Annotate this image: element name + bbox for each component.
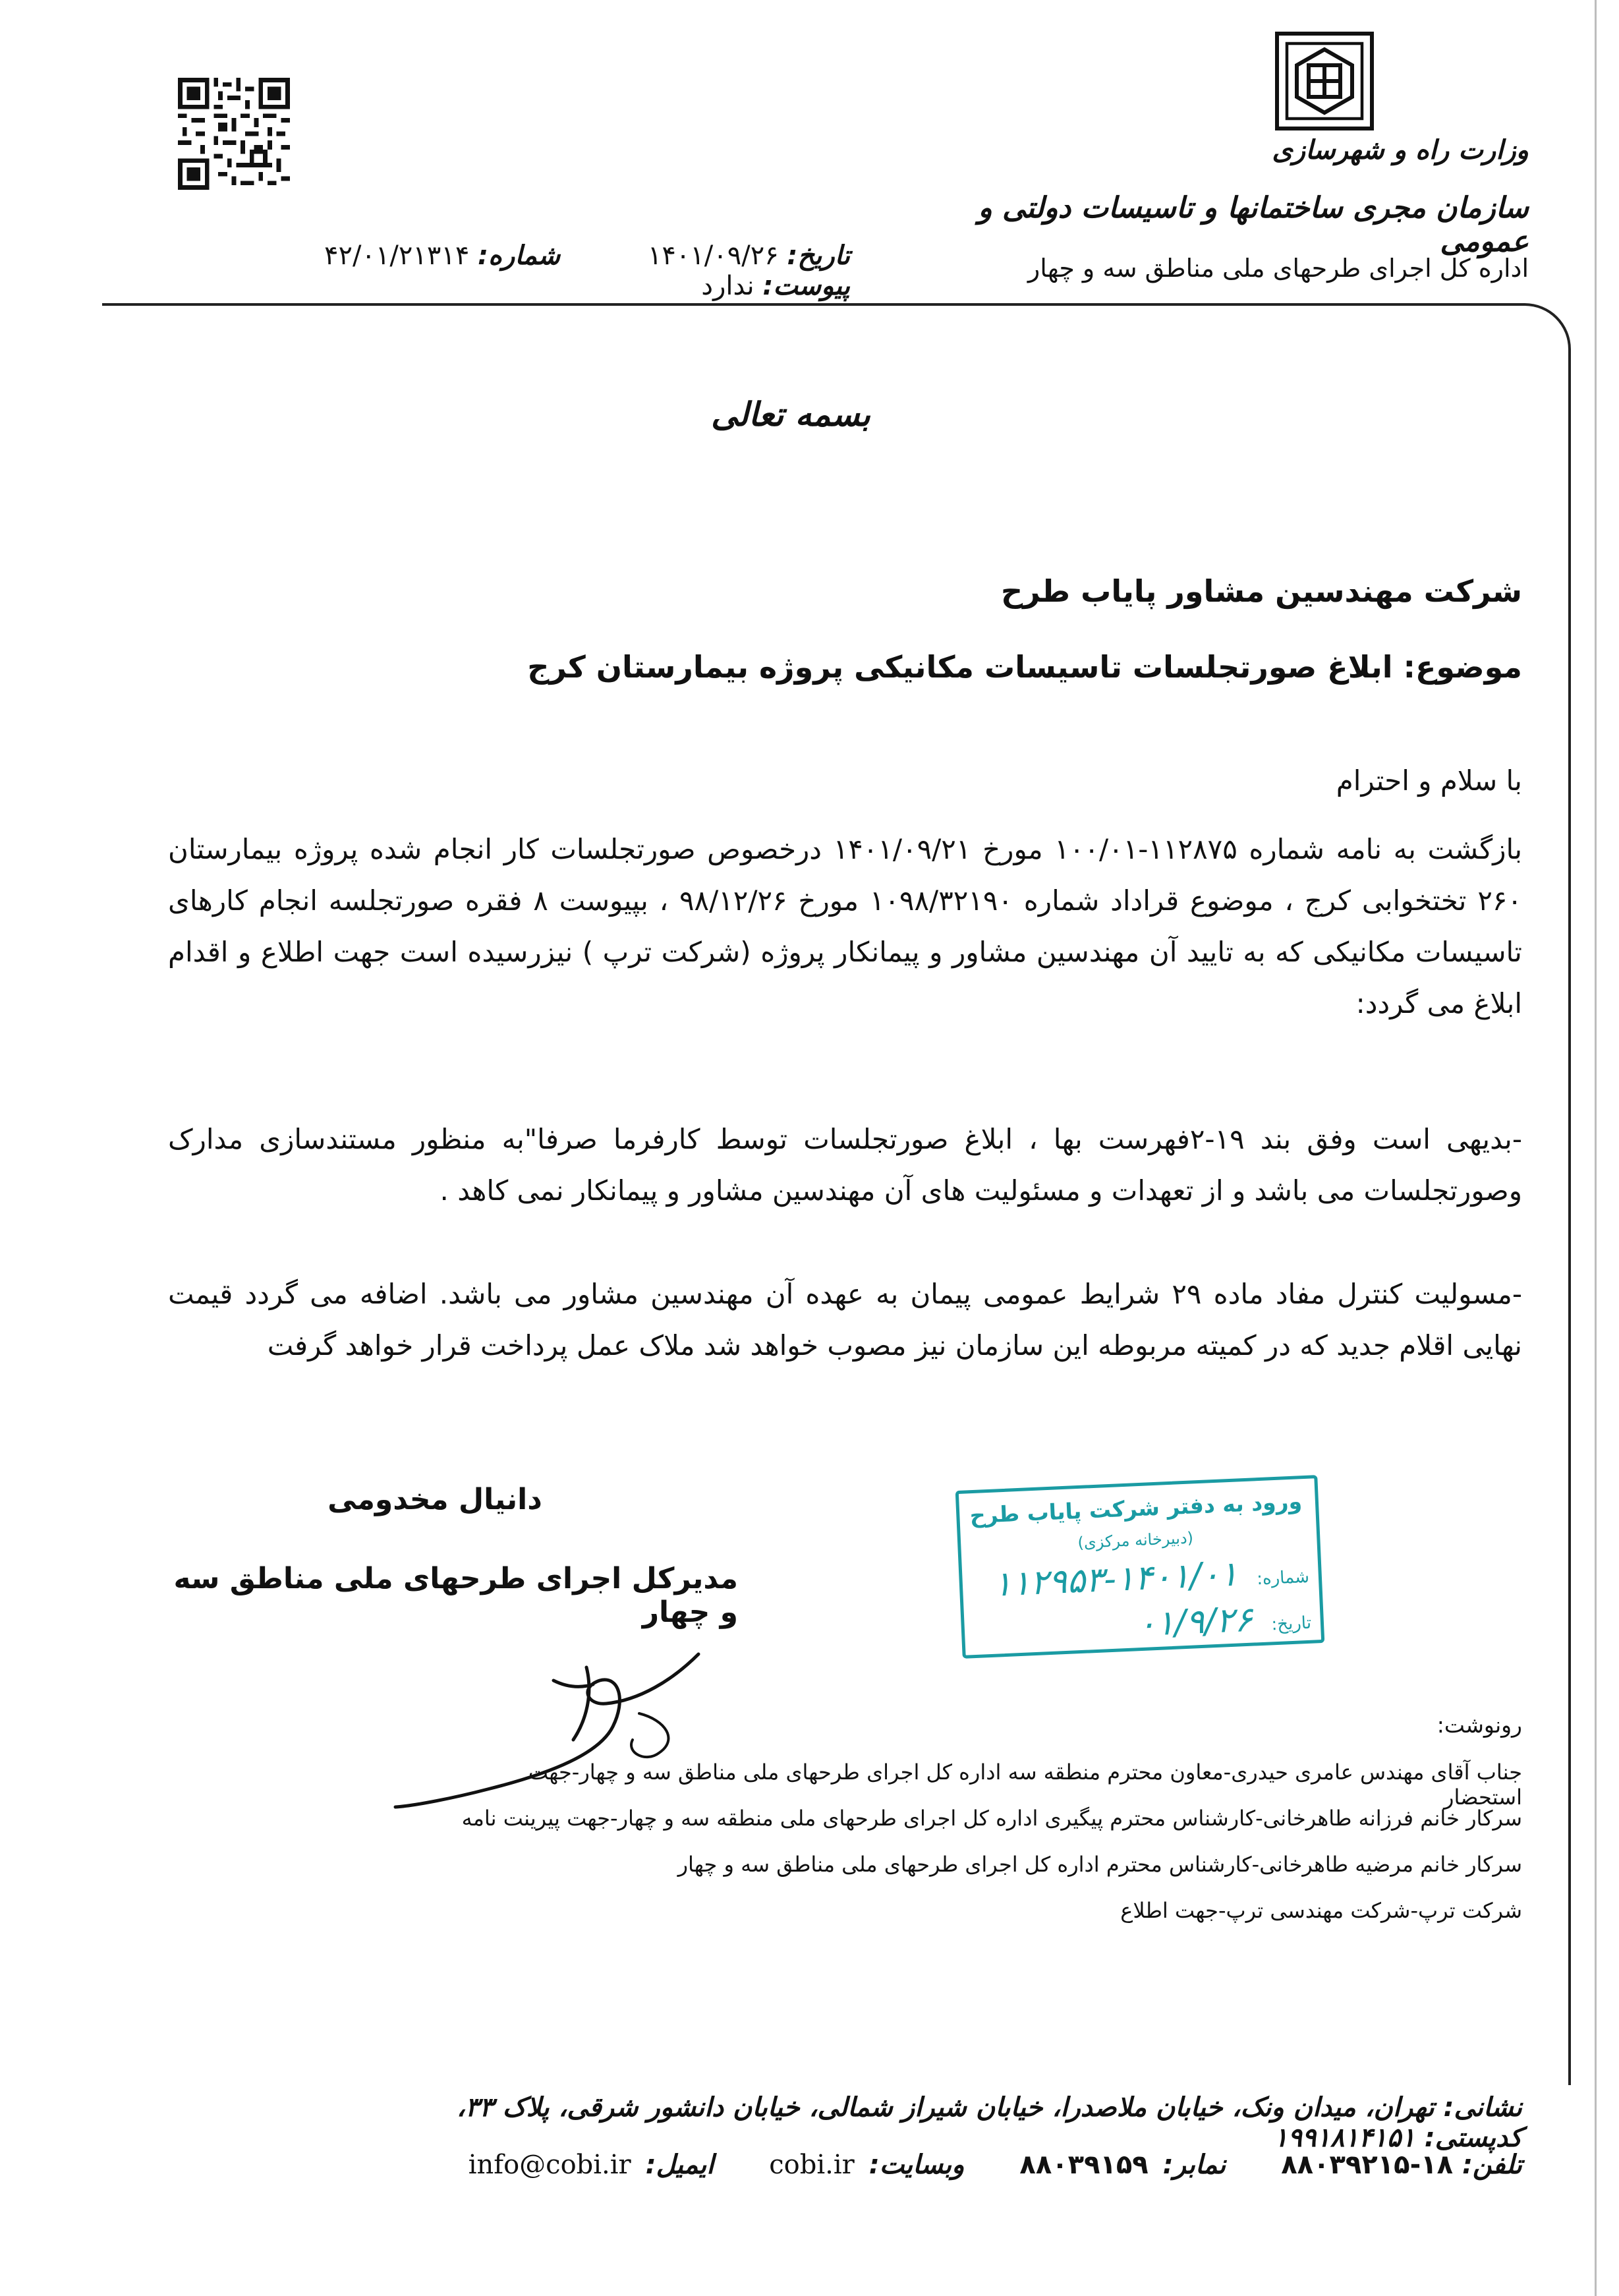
website-label: وبسایت: xyxy=(868,2150,965,2180)
letter-attachment xyxy=(701,271,850,301)
stamp-date-value: ۰۱/۹/۲۶ xyxy=(1137,1599,1254,1645)
subject-line: موضوع: ابلاغ صورتجلسات تاسیسات مکانیکی پروژه بیمارستان کرج xyxy=(527,649,1522,685)
cc-item: شرکت ترپ-شرکت مهندسی ترپ-جهت اطلاع xyxy=(1120,1898,1522,1923)
ministry-name: وزارت راه و شهرسازی xyxy=(1272,135,1529,165)
letter-number-value: ۴۲/۰۱/۲۱۳۱۴ xyxy=(324,241,470,271)
stamp-title: ورود به دفتر شرکت پایاب طرح xyxy=(969,1488,1303,1529)
phone-label: تلفن: xyxy=(1462,2150,1522,2180)
signer-name: دانیال مخدومی xyxy=(327,1483,542,1516)
cc-item: سرکار خانم مرضیه طاهرخانی-کارشناس محترم اداره کل اجرای طرحهای ملی مناطق سه و چهار xyxy=(677,1852,1522,1877)
cc-label: رونوشت: xyxy=(1436,1712,1522,1738)
letter-attachment-value: ندارد xyxy=(701,271,754,301)
greeting: با سلام و احترام xyxy=(1336,764,1522,797)
fax-label: نمابر: xyxy=(1162,2150,1226,2180)
letter-attachment-label: پیوست: xyxy=(762,271,850,301)
letter-date xyxy=(648,241,850,271)
qr-code xyxy=(178,78,290,190)
website-link[interactable]: cobi.ir xyxy=(769,2150,855,2180)
department-name: اداره کل اجرای طرحهای ملی مناطق سه و چهار xyxy=(1027,254,1529,283)
email-label: ایمیل: xyxy=(645,2150,714,2180)
recipient: شرکت مهندسین مشاور پایاب طرح xyxy=(1000,573,1522,609)
email-link[interactable]: info@cobi.ir xyxy=(468,2150,631,2180)
cc-item: سرکار خانم فرزانه طاهرخانی-کارشناس محترم پیگیری اداره کل اجرای طرحهای ملی منطقه سه و چهار-جهت پیرینت نامه xyxy=(461,1806,1522,1831)
body-paragraph: -بدیهی است وفق بند ۱۹-۲فهرست بها ، ابلاغ صورتجلسات توسط کارفرما صرفا"به منظور مستندسازی مدارک وصورتجلسات می باشد و از تعهدات و مسئولیت های آن مهندسین مشاور و پیمانکار نمی کاهد . xyxy=(168,1123,1522,1207)
scan-edge xyxy=(1595,0,1597,2296)
body-paragraph: بازگشت به نامه شماره ۱۱۲۸۷۵-۱۰۰/۰۱ مورخ ۱۴۰۱/۰۹/۲۱ درخصوص صورتجلسات کار انجام شده پروژه بیمارستان ۲۶۰ تختخوابی کرج ، موضوع قراداد شماره ۱۰۹۸/۳۲۱۹۰ مورخ ۹۸/۱۲/۲۶ ، بپیوست ۸ فقره صورتجلسه انجام کارهای تاسیسات مکانیکی که به تایید آن مهندسین مشاور و پیمانکار پروژه (شرکت ترپ ) نیزرسیده است جهت اطلاع و اقدام ابلاغ می گردد: xyxy=(168,833,1523,1019)
letter-number xyxy=(324,241,560,271)
cc-item: جناب آقای مهندس عامری حیدری-معاون محترم منطقه سه اداره کل اجرای طرحهای ملی مناطق سه و چهار-جهت استحضار xyxy=(528,1760,1522,1810)
stamp-number-label: شماره: xyxy=(1256,1566,1310,1590)
stamp-date xyxy=(968,1597,1312,1652)
organization-logo-icon xyxy=(1275,32,1374,130)
letter-date-label: تاریخ: xyxy=(787,241,850,271)
fax-value: ۸۸۰۳۹۱۵۹ xyxy=(1019,2150,1149,2180)
footer-address: نشانی: تهران، میدان ونک، خیابان ملاصدرا، خیابان شیراز شمالی، خیابان دانشور شرقی، پلاک ۳۳، کدپستی: ۱۹۹۱۸۱۴۱۵۱ xyxy=(456,2092,1522,2153)
signer-title: مدیرکل اجرای طرحهای ملی مناطق سه و چهار xyxy=(173,1562,738,1629)
organization-name: سازمان مجری ساختمانها و تاسیسات دولتی و عمومی xyxy=(978,191,1529,258)
opening-invocation: بسمه تعالی xyxy=(711,395,870,434)
body-paragraph: -مسولیت کنترل مفاد ماده ۲۹ شرایط عمومی پیمان به عهده آن مهندسین مشاور می باشد. اضافه می گردد قیمت نهایی اقلام جدید که در کمیته مربوطه این سازمان نیز مصوب خواهد شد ملاک عمل پرداخت قرار خواهد گرفت xyxy=(168,1278,1522,1362)
letter-number-label: شماره: xyxy=(478,241,561,271)
footer-contact xyxy=(329,2150,1522,2180)
stamp-subtitle: (دبیرخانه مرکزی) xyxy=(1077,1528,1194,1553)
stamp-number-value: ۱۴۰۱/۰۱-۱۱۲۹۵۳ xyxy=(992,1554,1239,1605)
letter-meta xyxy=(119,241,850,301)
stamp-number xyxy=(966,1551,1310,1606)
stamp-date-label: تاریخ: xyxy=(1270,1613,1312,1635)
receipt-stamp xyxy=(955,1475,1325,1659)
letter-date-value: ۱۴۰۱/۰۹/۲۶ xyxy=(647,241,779,271)
phone-value: ۱۸-۸۸۰۳۹۲۱۵ xyxy=(1281,2150,1453,2180)
